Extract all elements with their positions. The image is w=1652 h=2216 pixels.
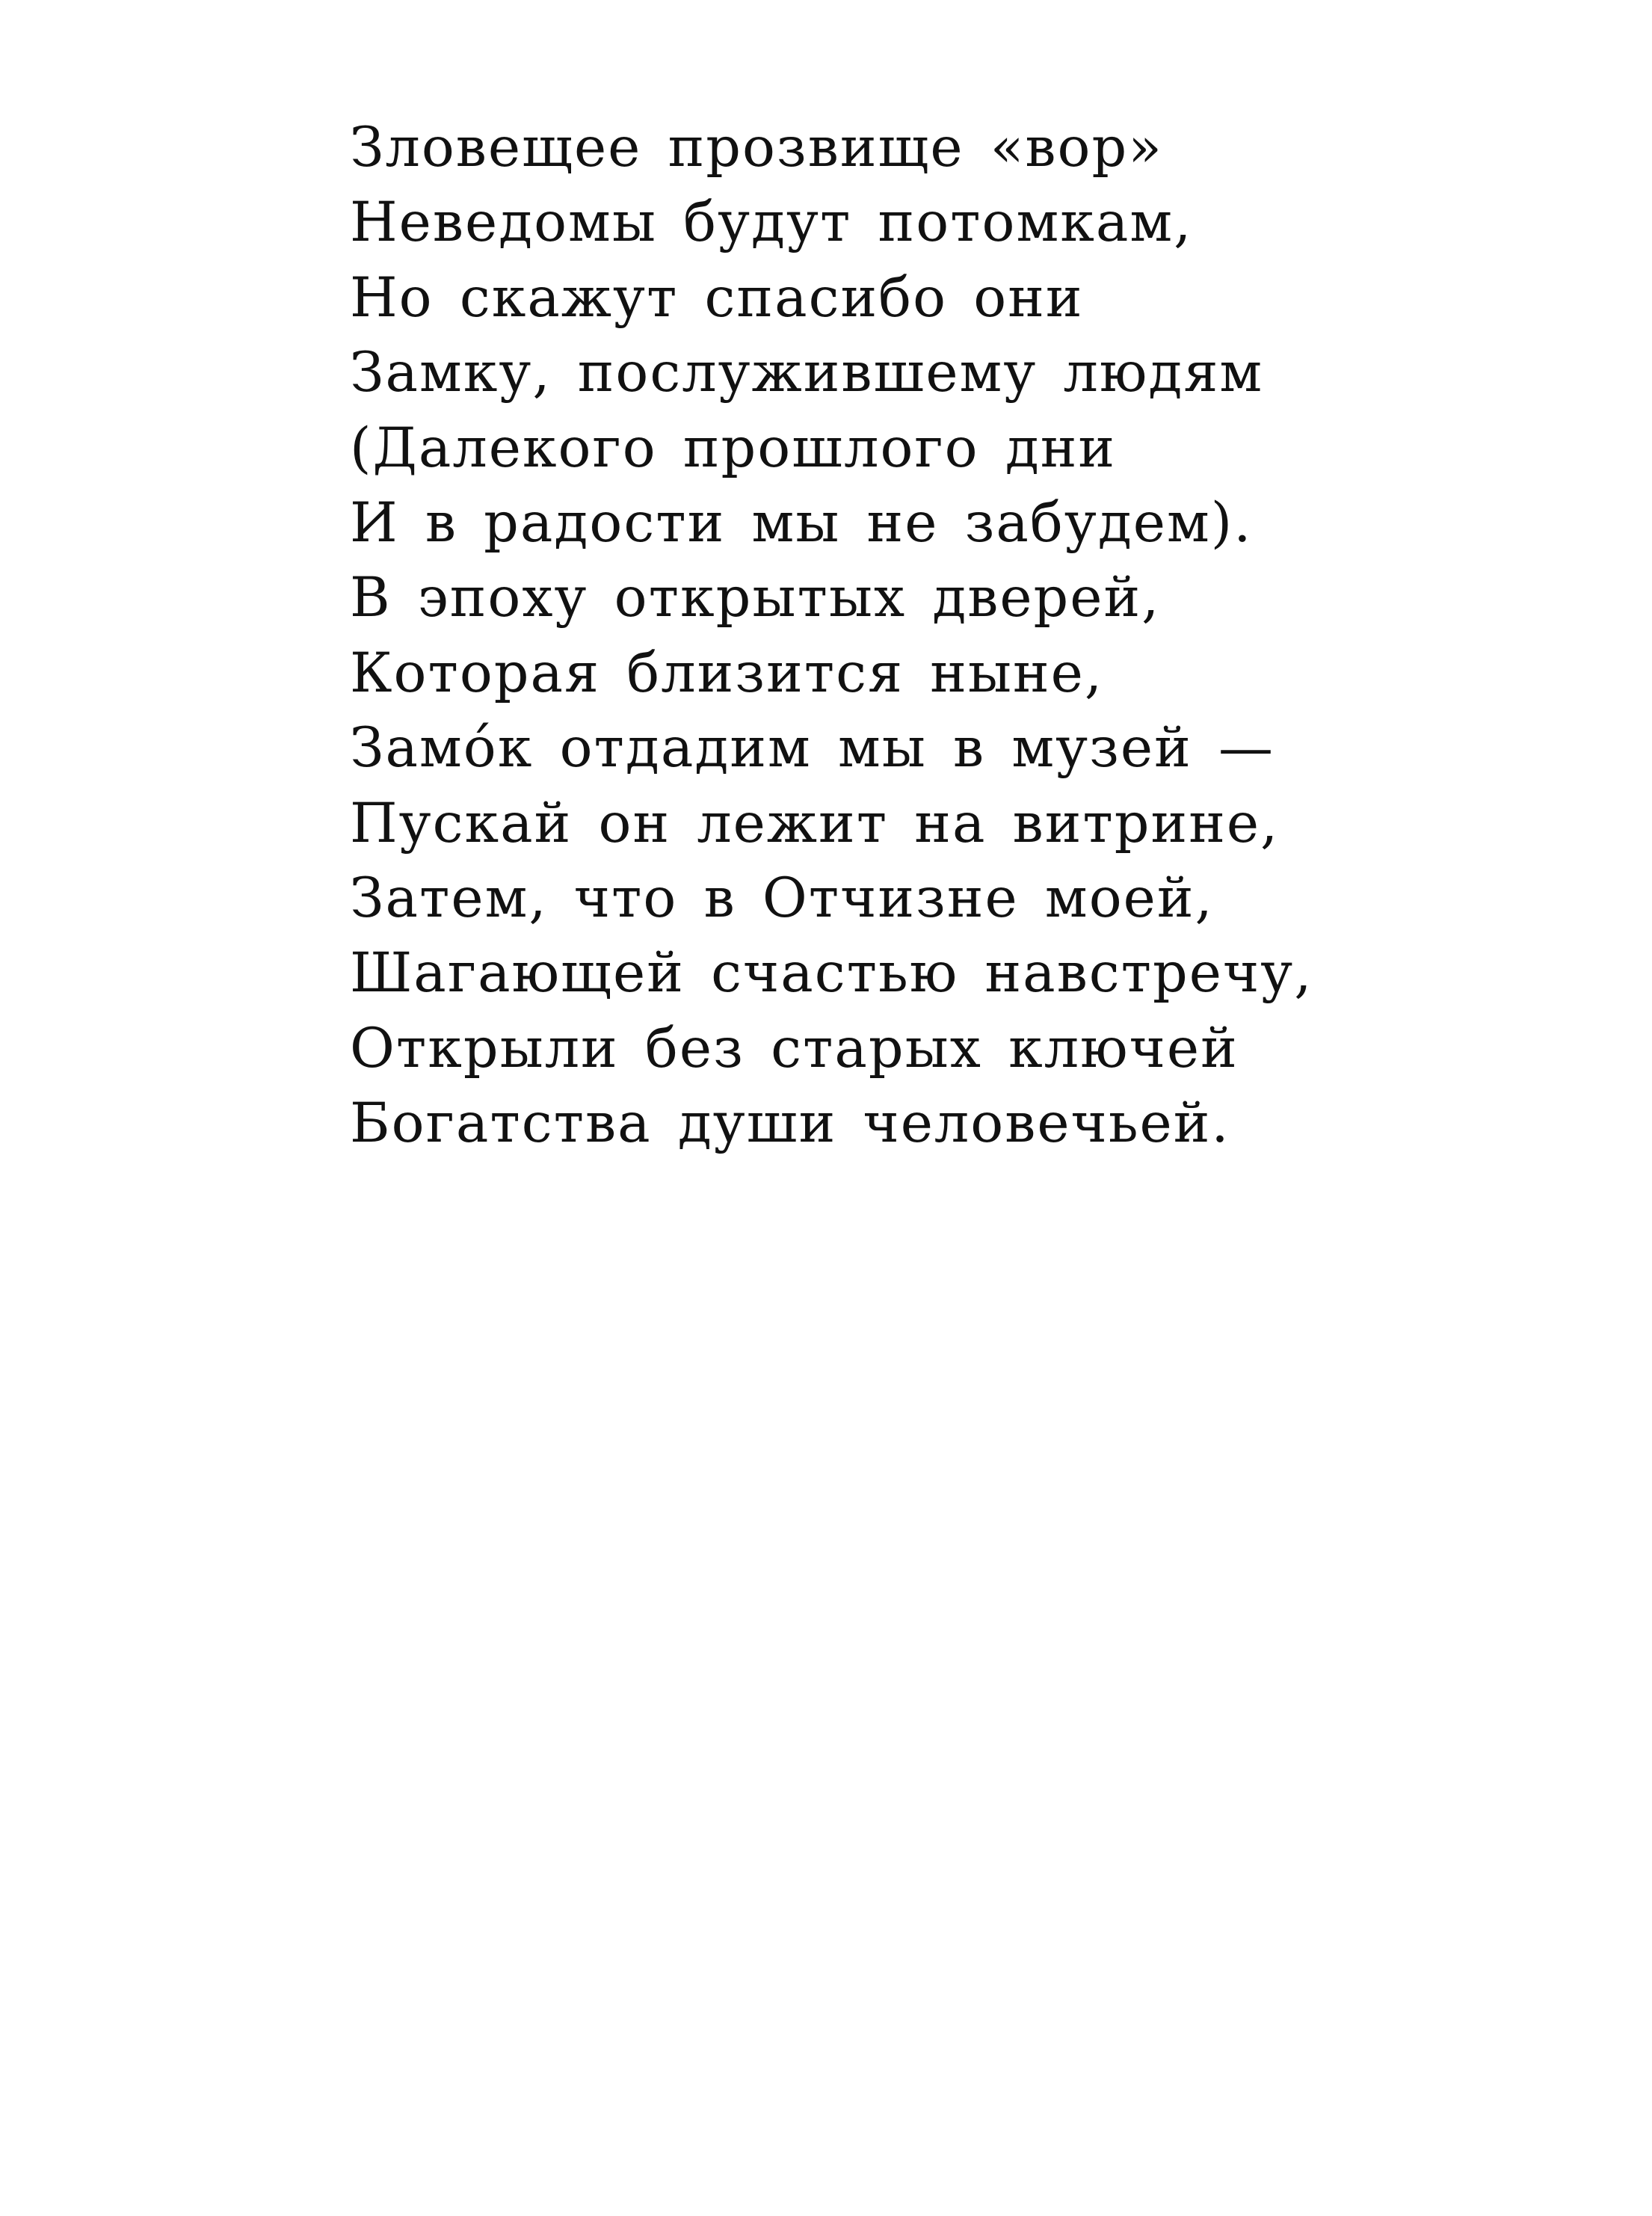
poem-line: (Далекого прошлого дни: [350, 416, 1117, 480]
poem-line: И в радости мы не забудем).: [350, 490, 1253, 555]
poem-line: В эпоху открытых дверей,: [350, 566, 1161, 630]
poem-line: Неведомы будут потомкам,: [350, 191, 1193, 255]
poem-text: [350, 111, 1396, 1161]
poem-line: Замку, послужившему людям: [350, 341, 1264, 405]
poem-line: Которая близится ныне,: [350, 641, 1104, 705]
poem-line: Богатства души человечьей.: [350, 1092, 1230, 1156]
poem-line: Затем, что в Отчизне моей,: [350, 866, 1214, 930]
poem-line: Но скажут спасибо они: [350, 265, 1084, 330]
poem-line: Замóк отдадим мы в музей —: [350, 716, 1275, 781]
poem-line: Открыли без старых ключей: [350, 1016, 1239, 1080]
poem-line: Зловещее прозвище «вор»: [350, 116, 1163, 179]
poem-line: Шагающей счастью навстречу,: [350, 941, 1313, 1006]
poem-line: Пускай он лежит на витрине,: [350, 791, 1280, 855]
